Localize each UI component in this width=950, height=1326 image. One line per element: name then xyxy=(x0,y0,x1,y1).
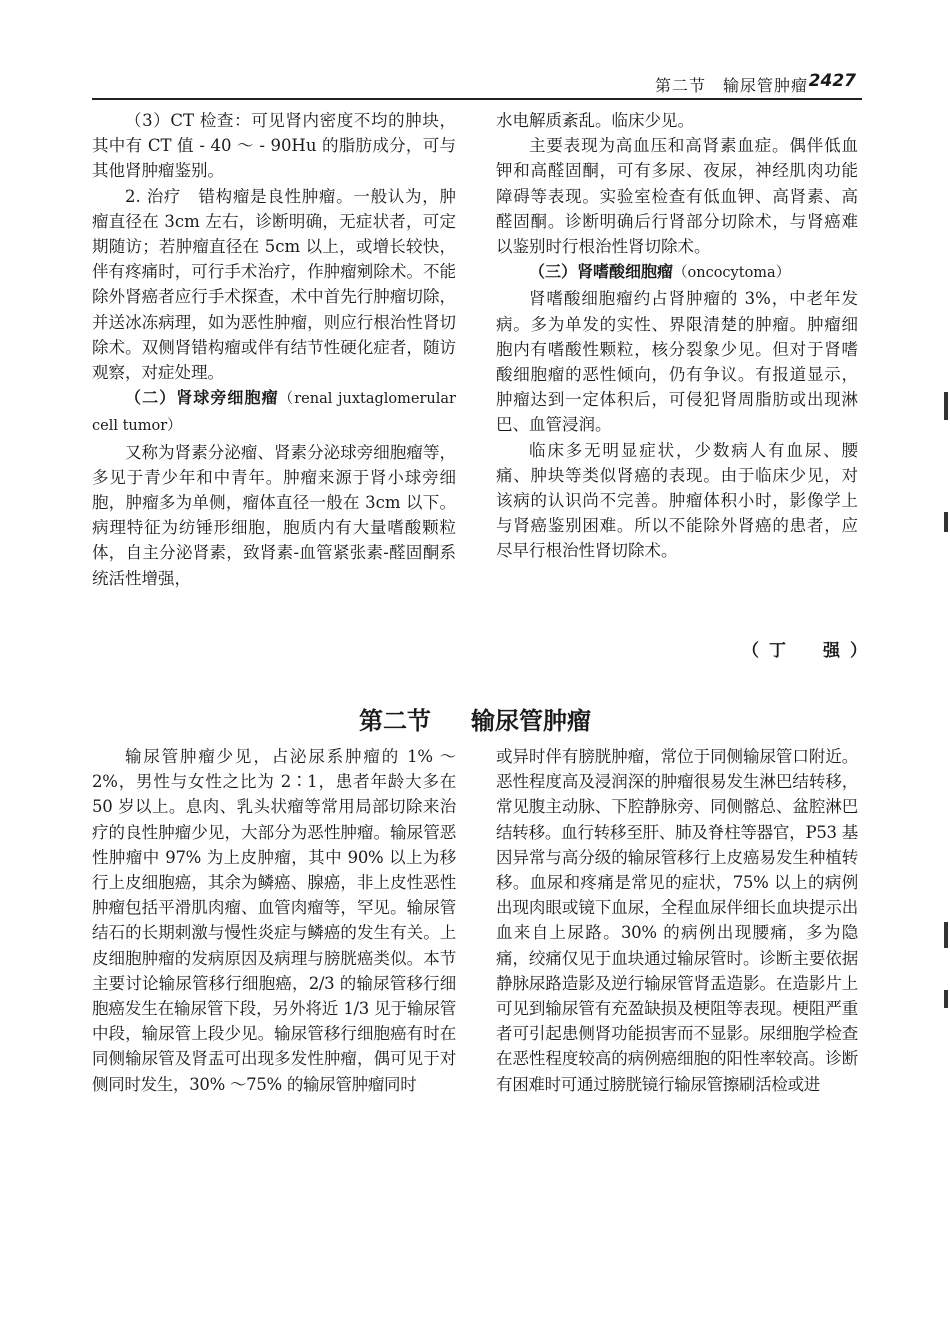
left-column-bottom xyxy=(92,744,456,1097)
running-header xyxy=(92,68,862,100)
author-signature: （丁 强） xyxy=(742,641,877,661)
paragraph: 2. 治疗 错构瘤是良性肿瘤。一般认为，肿瘤直径在 3cm 左右，诊断明确，无症状者，可定期随访；若肿瘤直径在 5cm 以上，或增长较快，伴有疼痛时，可行手术治疗，作肿瘤剜除术。不能除外肾癌者应行手术探查，术中首先行肿瘤切除，并送冰冻病理，如为恶性肿瘤，则应行根治性肾切除术。双侧肾错构瘤或伴有结节性硬化症者，随访观察，对症处理。 xyxy=(92,186,456,383)
subsection-heading-cn: （三）肾嗜酸细胞瘤 xyxy=(529,262,674,282)
scan-edge-mark xyxy=(944,392,948,420)
subsection-heading-en: （oncocytoma） xyxy=(673,265,791,282)
paragraph: 水电解质紊乱。临床少见。 xyxy=(496,111,694,130)
paragraph: （3）CT 检查：可见肾内密度不均的肿块，其中有 CT 值 - 40 ～ - 90Hu 的脂肪成分，可与其他肾肿瘤鉴别。 xyxy=(92,111,456,181)
section-number: 第二节 xyxy=(359,707,431,735)
scan-edge-mark xyxy=(944,922,948,948)
subsection-heading xyxy=(496,259,858,286)
subsection-heading xyxy=(92,385,456,439)
paragraph: 又称为肾素分泌瘤、肾素分泌球旁细胞瘤等，多见于青少年和中青年。肿瘤来源于肾小球旁细胞，肿瘤多为单侧，瘤体直径一般在 3cm 以下。病理特征为纺锤形细胞，胞质内有大量嗜酸颗粒体，自主分泌肾素，致肾素-血管紧张素-醛固酮系统活性增强， xyxy=(92,442,456,588)
scan-edge-mark xyxy=(944,990,948,1008)
paragraph: 输尿管肿瘤少见，占泌尿系肿瘤的 1% ～2%，男性与女性之比为 2∶1，患者年龄大多在 50 岁以上。息肉、乳头状瘤等常用局部切除来治疗的良性肿瘤少见，大部分为恶性肿瘤。输尿管恶性肿瘤中 97% 为上皮肿瘤，其中 90% 以上为移行上皮细胞癌，其余为鳞癌、腺癌，非上皮性恶性肿瘤包括平滑肌肉瘤、血管肉瘤等，罕见。输尿管结石的长期刺激与慢性炎症与鳞癌的发生有关。上皮细胞肿瘤的发病原因及病理与膀胱癌类似。本节主要讨论输尿管移行细胞癌，2/3 的输尿管移行细胞癌发生在输尿管下段，另外将近 1/3 见于输尿管中段，输尿管上段少见。输尿管移行细胞癌有时在同侧输尿管及肾盂可出现多发性肿瘤，偶可见于对侧同时发生，30% ～75% 的输尿管肿瘤同时 xyxy=(92,747,456,1094)
scan-edge-mark xyxy=(944,512,948,532)
paragraph: 肾嗜酸细胞瘤约占肾肿瘤的 3%，中老年发病。多为单发的实性、界限清楚的肿瘤。肿瘤细胞内有嗜酸性颗粒，核分裂象少见。但对于肾嗜酸细胞瘤的恶性倾向，仍有争议。有报道显示，肿瘤达到一定体积后，可侵犯肾周脂肪或出现淋巴、血管浸润。 xyxy=(496,289,858,435)
page-number: 2427 xyxy=(808,71,856,91)
paragraph: 或异时伴有膀胱肿瘤，常位于同侧输尿管口附近。恶性程度高及浸润深的肿瘤很易发生淋巴结转移，常见腹主动脉、下腔静脉旁、同侧髂总、盆腔淋巴结转移。血行转移至肝、肺及脊柱等器官，P53 基因异常与高分级的输尿管移行上皮癌易发生种植转移。血尿和疼痛是常见的症状，75% 以上的病例出现肉眼或镜下血尿，全程血尿伴细长血块提示出血来自上尿路。30% 的病例出现腰痛，多为隐痛，绞痛仅见于血块通过输尿管时。诊断主要依据静脉尿路造影及逆行输尿管肾盂造影。在造影片上可见到输尿管有充盈缺损及梗阻等表现。梗阻严重者可引起患侧肾功能损害而不显影。尿细胞学检查在恶性程度较高的病例癌细胞的阳性率较高。诊断有困难时可通过膀胱镜行输尿管擦刷活检或进 xyxy=(496,747,858,1094)
header-section-title: 第二节 输尿管肿瘤 xyxy=(654,76,808,95)
section-name: 输尿管肿瘤 xyxy=(471,707,591,735)
right-column-bottom xyxy=(496,744,858,1097)
paragraph: 临床多无明显症状，少数病人有血尿、腰痛、肿块等类似肾癌的表现。由于临床少见，对该病的认识尚不完善。肿瘤体积小时，影像学上与肾癌鉴别困难。所以不能除外肾癌的患者，应尽早行根治性肾切除术。 xyxy=(496,440,858,561)
right-column-top xyxy=(496,108,858,564)
left-column-top xyxy=(92,108,456,591)
paragraph: 主要表现为高血压和高肾素血症。偶伴低血钾和高醛固酮，可有多尿、夜尿，神经肌肉功能障碍等表现。实验室检查有低血钾、高肾素、高醛固酮。诊断明确后行肾部分切除术，与肾癌难以鉴别时行根治性肾切除术。 xyxy=(496,136,858,257)
section-title xyxy=(0,701,950,736)
subsection-heading-en: （renal juxtaglomerular cell tumor） xyxy=(92,391,456,435)
subsection-heading-cn: （二）肾球旁细胞瘤 xyxy=(125,388,279,408)
